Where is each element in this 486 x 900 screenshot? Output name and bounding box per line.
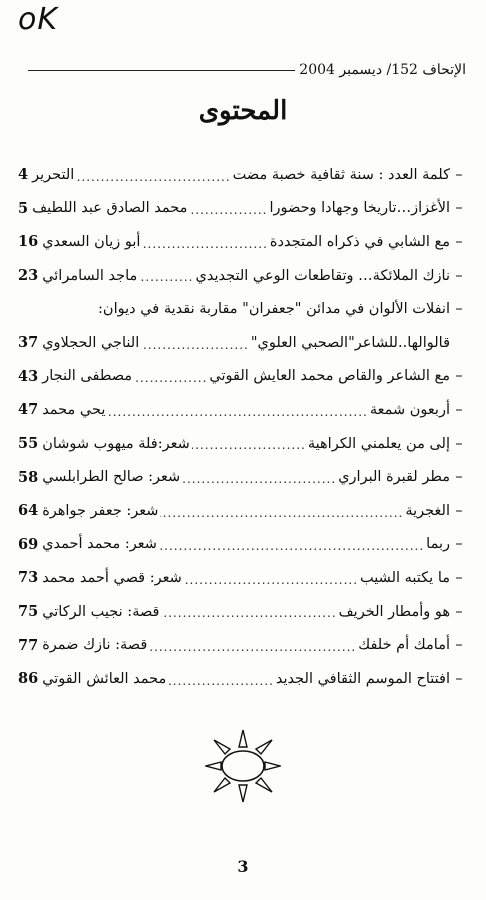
table-of-contents (18, 158, 468, 696)
toc-title: إلى من يعلمني الكراهية (307, 435, 450, 452)
leader-dots (161, 606, 336, 628)
toc-page: 73 (18, 569, 39, 587)
toc-entry: – ما يكتبه الشيب ..... شعر: قصي أحمد محمد 73 (18, 561, 468, 595)
leader-dots (134, 371, 207, 393)
toc-page: 75 (18, 603, 39, 621)
toc-title: مع الشابي في ذكراه المتجددة (269, 233, 450, 250)
leader-dots (182, 472, 336, 494)
toc-entry: – ربما ..... شعر: محمد أحمدي 69 (18, 528, 468, 562)
toc-title: مع الشاعر والقاص محمد العايش القوتي (209, 368, 450, 385)
sun-ornament-icon (205, 728, 281, 804)
leader-dots (107, 405, 367, 427)
leader-dots (76, 170, 230, 192)
toc-author: شعر: محمد أحمدي (42, 536, 157, 553)
toc-title: ربما (426, 536, 450, 553)
toc-author: أبو زيان السعدي (42, 233, 141, 250)
leader-dots (142, 237, 268, 259)
toc-page: 37 (18, 334, 39, 352)
toc-page: 55 (18, 435, 39, 453)
leader-dots (149, 640, 356, 662)
toc-title: كلمة العدد : سنة ثقافية خصبة مضت (232, 166, 450, 183)
toc-entry: – الغجرية ..... شعر: جعفر جواهرة 64 (18, 494, 468, 528)
running-header (28, 62, 466, 78)
toc-entry: – هو وأمطار الخريف ..... قصة: نجيب الركاتي 75 (18, 595, 468, 629)
page-number: 3 (237, 857, 249, 876)
toc-title: أربعون شمعة (369, 401, 450, 418)
handwritten-note: oK (18, 2, 59, 37)
toc-title: أمامك أم خلفك (358, 637, 450, 654)
toc-page: 47 (18, 401, 39, 419)
toc-title: هو وأمطار الخريف (338, 603, 450, 620)
toc-page: 86 (18, 670, 39, 688)
leader-dots (159, 539, 424, 561)
toc-entry: – إلى من يعلمني الكراهية ..... شعر:فلة ميهوب شوشان 55 (18, 427, 468, 461)
toc-title: نازك الملائكة… وتقاطعات الوعي التجديدي (195, 267, 450, 284)
toc-entry: – كلمة العدد : سنة ثقافية خصبة مضت ..... التحرير 4 (18, 158, 468, 192)
toc-page: 4 (18, 166, 29, 184)
leader-dots (139, 270, 193, 292)
leader-dots (184, 573, 358, 595)
toc-page: 64 (18, 502, 39, 520)
toc-title: ما يكتبه الشيب (360, 569, 450, 586)
toc-author: قصة: نازك ضمرة (42, 637, 148, 654)
toc-entry: – انفلات الألوان في مدائن "جعفران" مقاربة نقدية في ديوان: (18, 292, 468, 326)
toc-entry: – نازك الملائكة… وتقاطعات الوعي التجديدي ..... ماجد السامرائي 23 (18, 259, 468, 293)
toc-entry: – أمامك أم خلفك ..... قصة: نازك ضمرة 77 (18, 628, 468, 662)
toc-author: ماجد السامرائي (42, 267, 138, 284)
toc-author: يحي محمد (42, 401, 106, 418)
toc-author: شعر: قصي أحمد محمد (42, 569, 182, 586)
toc-author: شعر: جعفر جواهرة (42, 502, 159, 519)
toc-page: 23 (18, 267, 39, 285)
toc-entry: – مع الشاعر والقاص محمد العايش القوتي ..... مصطفى النجار 43 (18, 360, 468, 394)
toc-author: شعر:فلة ميهوب شوشان (42, 435, 190, 452)
toc-author: الناجي الحجلاوي (42, 334, 140, 351)
header-rule (28, 70, 295, 71)
toc-entry (18, 326, 468, 360)
toc-title: افتتاح الموسم الثقافي الجديد (275, 670, 450, 687)
toc-title: الأغزاز…تاريخا وجهادا وحضورا (269, 200, 450, 217)
toc-title: مطر لقبرة البراري (338, 469, 450, 486)
leader-dots (192, 438, 306, 460)
toc-page: 58 (18, 468, 39, 486)
toc-entry: – أربعون شمعة ..... يحي محمد 47 (18, 393, 468, 427)
toc-entry: – الأغزاز…تاريخا وجهادا وحضورا ..... محمد الصادق عبد اللطيف 5 (18, 192, 468, 226)
toc-page: 5 (18, 199, 29, 217)
toc-author: محمد العائش القوتي (42, 670, 167, 687)
toc-title: قالوالها..للشاعر"الصحبي العلوي" (250, 334, 450, 351)
toc-author: مصطفى النجار (42, 368, 133, 385)
toc-title: الغجرية (405, 502, 450, 519)
page-title: المحتوى (198, 96, 288, 126)
toc-author: التحرير (32, 166, 75, 183)
toc-page: 43 (18, 367, 39, 385)
issue-info: الإتحاف 152/ ديسمبر 2004 (299, 62, 466, 78)
toc-author: شعر: صالح الطرابلسي (42, 469, 181, 486)
leader-dots (160, 506, 403, 528)
leader-dots (189, 203, 267, 225)
toc-author: قصة: نجيب الركاتي (42, 603, 160, 620)
toc-page: 69 (18, 535, 39, 553)
toc-page: 16 (18, 233, 39, 251)
toc-page: 77 (18, 636, 39, 654)
toc-author: محمد الصادق عبد اللطيف (32, 200, 188, 217)
toc-title: انفلات الألوان في مدائن "جعفران" مقاربة نقدية في ديوان: (98, 301, 450, 318)
leader-dots (168, 674, 274, 696)
toc-entry: – افتتاح الموسم الثقافي الجديد ..... محمد العائش القوتي 86 (18, 662, 468, 696)
leader-dots (141, 338, 249, 360)
toc-entry: – مع الشابي في ذكراه المتجددة ..... أبو زيان السعدي 16 (18, 225, 468, 259)
toc-entry: – مطر لقبرة البراري ..... شعر: صالح الطرابلسي 58 (18, 460, 468, 494)
